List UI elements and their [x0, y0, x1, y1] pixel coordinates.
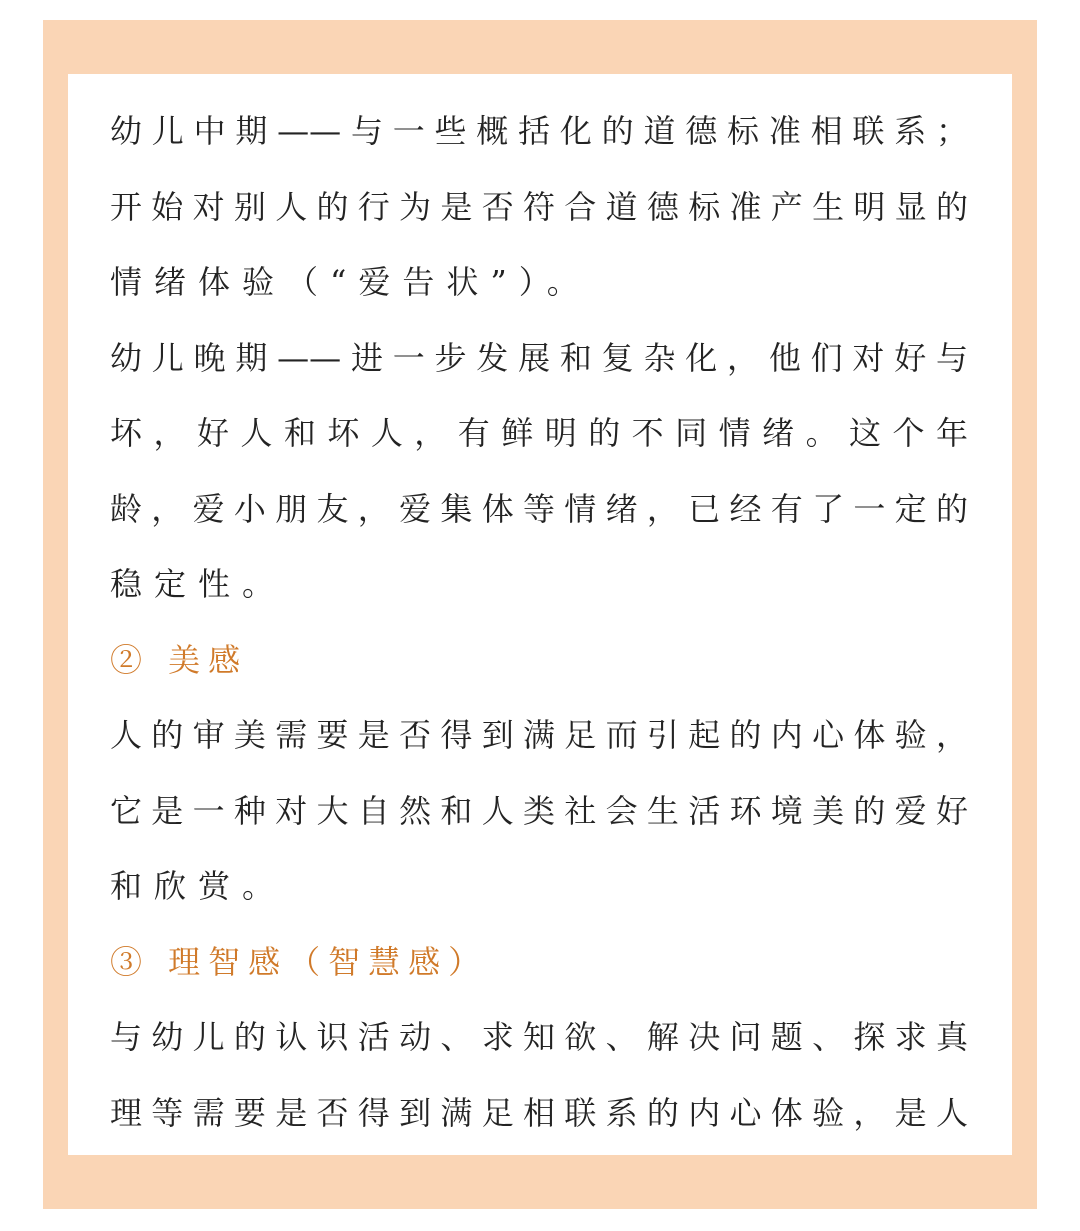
- section-heading-intellectual: ③ 理智感（智慧感）: [110, 942, 489, 981]
- section-heading-aesthetic: ② 美感: [110, 640, 249, 679]
- paragraph-line: 它是一种对大自然和人类社会生活环境美的爱好: [110, 791, 968, 830]
- paragraph-line: 开始对别人的行为是否符合道德标准产生明显的: [110, 187, 968, 226]
- paragraph-line: 与幼儿的认识活动、求知欲、解决问题、探求真: [110, 1018, 968, 1056]
- paragraph-line: 稳定性。: [110, 565, 287, 603]
- paragraph-line: 坏，好人和坏人，有鲜明的不同情绪。这个年: [110, 414, 968, 452]
- paragraph-line: 人的审美需要是否得到满足而引起的内心体验，: [110, 716, 968, 754]
- paragraph-line: 幼儿晚期——进一步发展和复杂化，他们对好与: [110, 338, 968, 377]
- paragraph-line: 和欣赏。: [110, 867, 287, 905]
- paragraph-line: 情绪体验（“爱告状”）。: [110, 263, 591, 301]
- paragraph-line: 理等需要是否得到满足相联系的内心体验，是人: [110, 1093, 968, 1132]
- paragraph-line: 幼儿中期——与一些概括化的道德标准相联系；: [110, 112, 968, 150]
- text-card: [68, 74, 1012, 1155]
- text-body: [110, 94, 968, 1151]
- paragraph-line: 龄，爱小朋友，爱集体等情绪，已经有了一定的: [110, 489, 968, 528]
